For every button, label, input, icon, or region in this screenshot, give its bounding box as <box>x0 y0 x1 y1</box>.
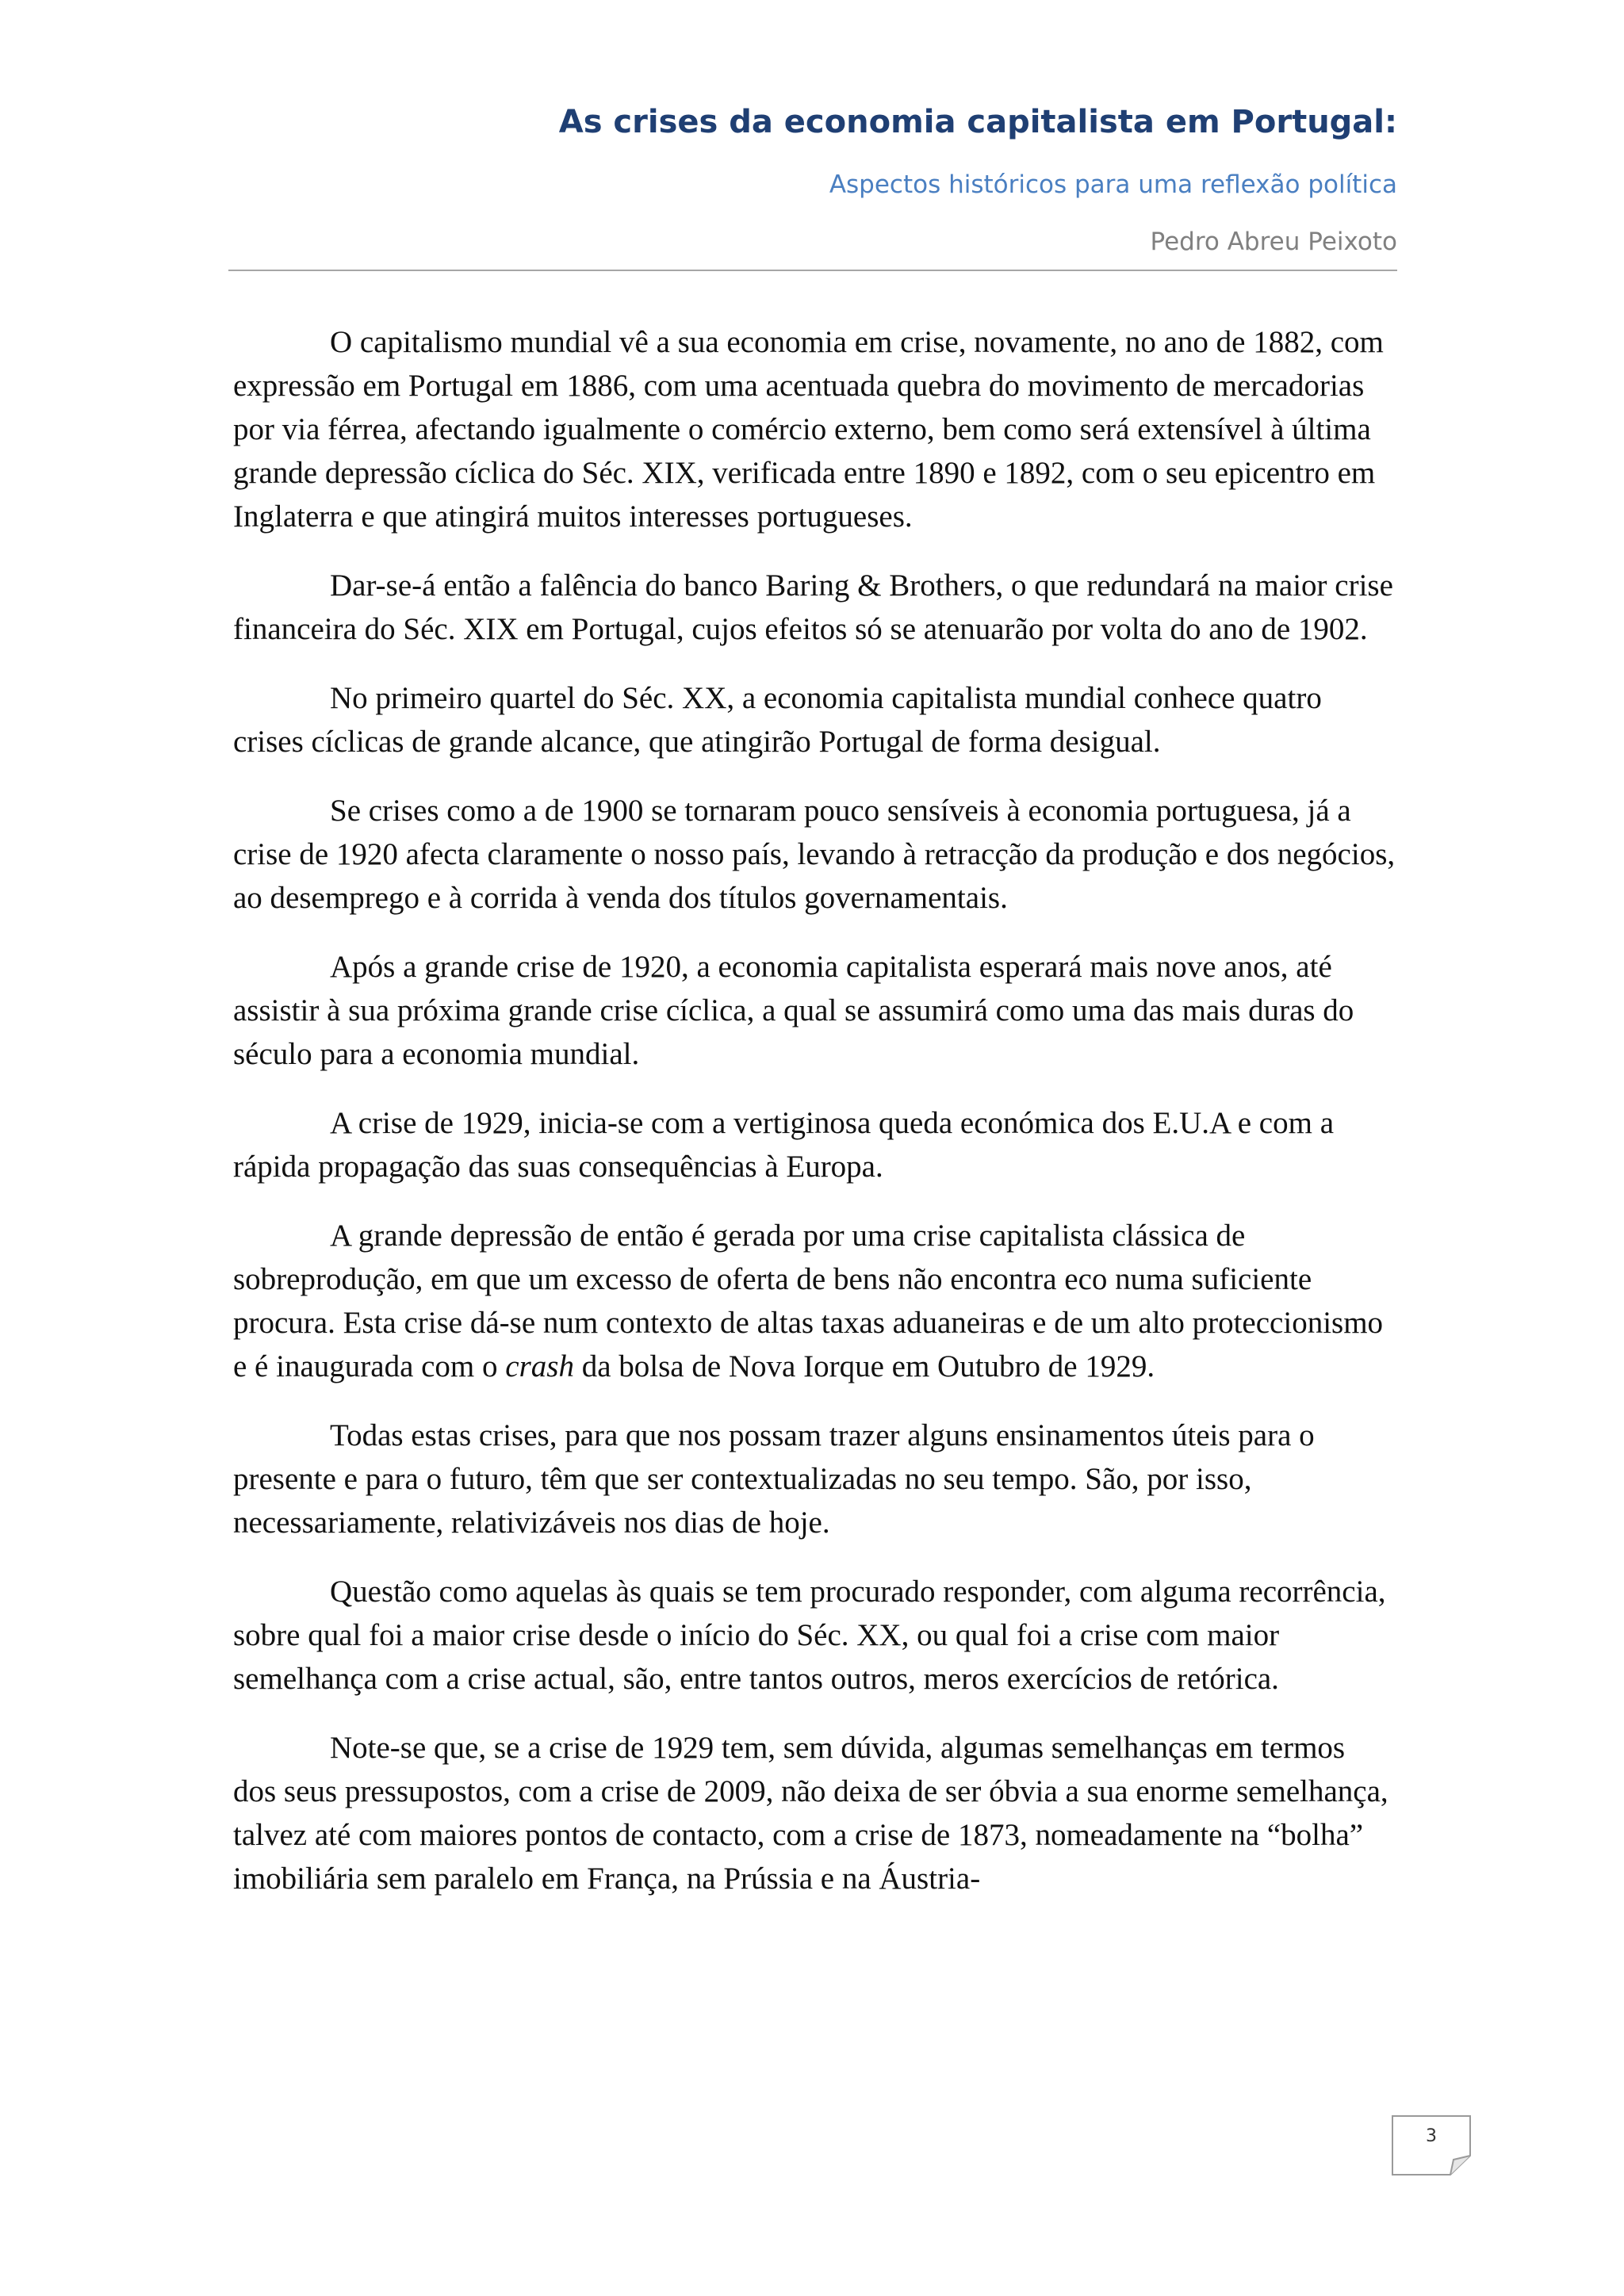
italic-term: crash <box>505 1349 574 1383</box>
paragraph-2: Dar-se-á então a falência do banco Baring & Brothers, o que redundará na maior crise financeira do Séc. XIX em Portugal, cujos efeitos só se atenuarão por volta do ano de 1902. <box>233 568 1393 646</box>
page-number-box <box>1392 2115 1471 2175</box>
paragraph-4: Se crises como a de 1900 se tornaram pouco sensíveis à economia portuguesa, já a crise de 1920 afecta claramente o nosso país, levando à retracção da produção e dos negócios, ao desemprego e à corrida à venda dos títulos governamentais. <box>233 794 1396 915</box>
paragraph-7 <box>233 1214 1396 1388</box>
body-text <box>233 320 1396 1900</box>
paragraph-9: Questão como aquelas às quais se tem procurado responder, com alguma recorrência, sobre qual foi a maior crise desde o início do Séc. XX, ou qual foi a crise com maior semelhança com a crise actual, são, entre tantos outros, meros exercícios de retórica. <box>233 1575 1386 1696</box>
paragraph-6: A crise de 1929, inicia-se com a vertiginosa queda económica dos E.U.A e com a rápida propagação das suas consequências à Europa. <box>233 1106 1335 1184</box>
page-number: 3 <box>1426 2126 1437 2146</box>
document-subtitle: Aspectos históricos para uma reflexão política <box>829 170 1397 199</box>
paragraph-5: Após a grande crise de 1920, a economia capitalista esperará mais nove anos, até assistir à sua próxima grande crise cíclica, a qual se assumirá como uma das mais duras do século para a economia mundial. <box>233 950 1354 1071</box>
paragraph-8: Todas estas crises, para que nos possam trazer alguns ensinamentos úteis para o presente e para o futuro, têm que ser contextualizadas no seu tempo. São, por isso, necessariamente, relativizáveis nos dias de hoje. <box>233 1418 1315 1540</box>
document-author: Pedro Abreu Peixoto <box>1150 228 1397 256</box>
paragraph-7-start: A grande depressão de então é gerada por uma crise capitalista clássica de sobreprodução, em que um excesso de oferta de bens não encontra eco numa suficiente procura. Esta crise dá-se num contexto de altas taxas aduaneiras e de um alto proteccionismo e é inaugurada com o <box>233 1219 1384 1383</box>
page-header <box>228 94 1397 265</box>
document-title: As crises da economia capitalista em Portugal: <box>558 104 1397 140</box>
paragraph-7-end: da bolsa de Nova Iorque em Outubro de 1929. <box>573 1349 1155 1383</box>
paragraph-3: No primeiro quartel do Séc. XX, a economia capitalista mundial conhece quatro crises cíclicas de grande alcance, que atingirão Portugal de forma desigual. <box>233 681 1322 759</box>
paragraph-10: Note-se que, se a crise de 1929 tem, sem dúvida, algumas semelhanças em termos dos seus pressupostos, com a crise de 2009, não deixa de ser óbvia a sua enorme semelhança, talvez até com maiores pontos de contacto, com a crise de 1873, nomeadamente na “bolha” imobiliária sem paralelo em França, na Prússia e na Áustria- <box>233 1731 1388 1896</box>
paragraph-1: O capitalismo mundial vê a sua economia em crise, novamente, no ano de 1882, com expressão em Portugal em 1886, com uma acentuada quebra do movimento de mercadorias por via férrea, afectando igualmente o comércio externo, bem como será extensível à última grande depressão cíclica do Séc. XIX, verificada entre 1890 e 1892, com o seu epicentro em Inglaterra e que atingirá muitos interesses portugueses. <box>233 325 1384 534</box>
header-divider <box>228 270 1397 271</box>
